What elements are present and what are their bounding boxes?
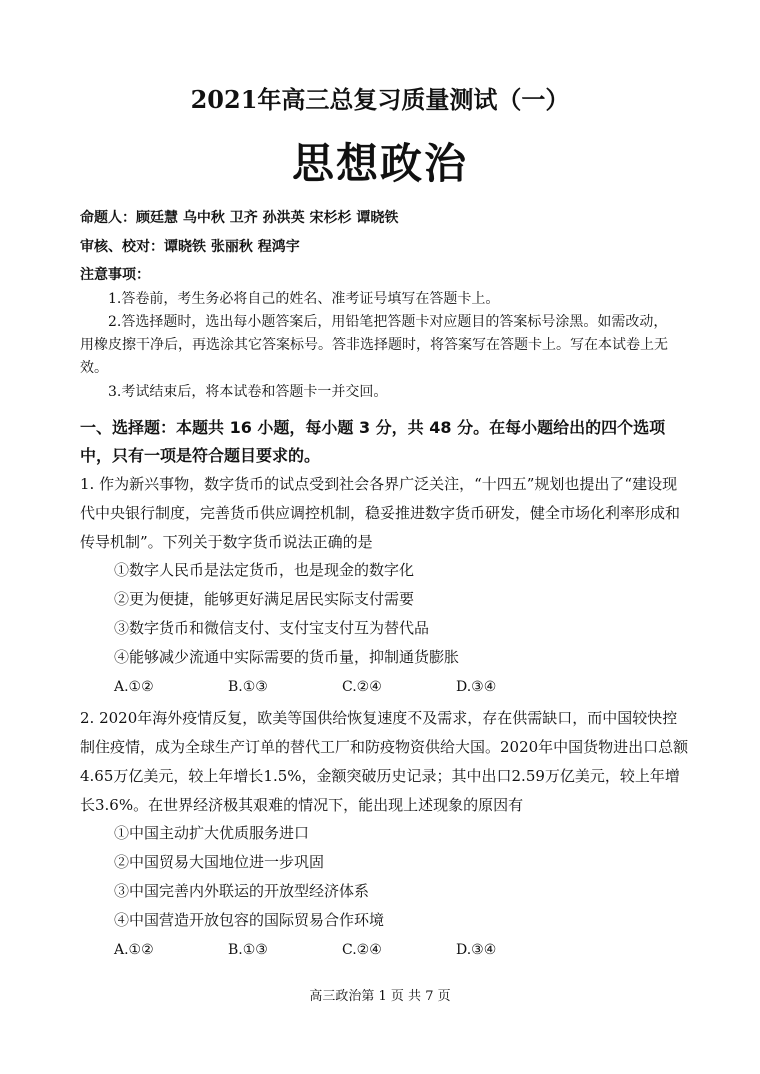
question-2-option-2: ②中国贸易大国地位进一步巩固 <box>114 853 325 871</box>
notice-heading-text: 注意事项： <box>80 267 150 283</box>
question-1-option-2: ②更为便捷，能够更好满足居民实际支付需要 <box>114 590 415 608</box>
question-1-choice-a: A.①② <box>114 679 154 695</box>
question-2-option-3: ③中国完善内外联运的开放型经济体系 <box>114 882 370 900</box>
question-1-choice-b: B.①③ <box>228 679 268 695</box>
question-1-option-3: ③数字货币和微信支付、支付宝支付互为替代品 <box>114 619 430 637</box>
question-1-option-1: ①数字人民币是法定货币，也是现金的数字化 <box>114 561 415 579</box>
notice-item-2: 2.答选择题时，选出每小题答案后，用铅笔把答题卡对应题目的答案标号涂黑。如需改动，用橡皮擦干净后，再选涂其它答案标号。答非选择题时，将答案写在答题卡上。写在本试卷上无效。 <box>80 314 668 376</box>
question-2-choice-b: B.①③ <box>228 942 268 958</box>
question-1-choice-c: C.②④ <box>342 679 382 695</box>
question-2-option-4: ④中国营造开放包容的国际贸易合作环境 <box>114 911 385 929</box>
setters-line: 命题人：顾廷慧 乌中秋 卫齐 孙洪英 宋杉杉 谭晓铁 <box>80 210 399 226</box>
question-1-choice-d: D.③④ <box>456 679 497 695</box>
question-2-choice-c: C.②④ <box>342 942 382 958</box>
question-1-stem: 1. 作为新兴事物，数字货币的试点受到社会各界广泛关注，“十四五”规划也提出了“建设现代中央银行制度，完善货币供应调控机制，稳妥推进数字货币研发，健全市场化利率形成和传导机制”。下列关于数字货币说法正确的是 <box>80 475 681 551</box>
reviewers-line: 审核、校对：谭晓铁 张丽秋 程鸿宇 <box>80 239 300 255</box>
question-2-stem: 2. 2020年海外疫情反复，欧美等国供给恢复速度不及需求，存在供需缺口，而中国较快控制住疫情，成为全球生产订单的替代工厂和防疫物资供给大国。2020年中国货物进出口总额4.65万亿美元，较上年增长1.5%，金额突破历史记录；其中出口2.59万亿美元，较上年增长3.6%。在世界经济极其艰难的情况下，能出现上述现象的原因有 <box>80 709 689 814</box>
question-2-option-1: ①中国主动扩大优质服务进口 <box>114 824 310 842</box>
page-footer: 高三政治第 1 页 共 7 页 <box>309 989 451 1004</box>
section-heading: 一、选择题：本题共 16 小题，每小题 3 分，共 48 分。在每小题给出的四个选项中，只有一项是符合题目要求的。 <box>80 418 666 465</box>
notice-item-3: 3.考试结束后，将本试卷和答题卡一并交回。 <box>108 384 388 400</box>
question-2-choice-d: D.③④ <box>456 942 497 958</box>
notice-item-1: 1.答卷前，考生务必将自己的姓名、准考证号填写在答题卡上。 <box>108 291 500 307</box>
subject-title: 思想政治 <box>291 139 468 188</box>
notice-heading <box>80 264 680 287</box>
exam-title: 2021年高三总复习质量测试（一） <box>190 85 570 114</box>
question-2-choice-a: A.①② <box>114 942 154 958</box>
question-1-option-4: ④能够减少流通中实际需要的货币量，抑制通货膨胀 <box>114 648 460 666</box>
